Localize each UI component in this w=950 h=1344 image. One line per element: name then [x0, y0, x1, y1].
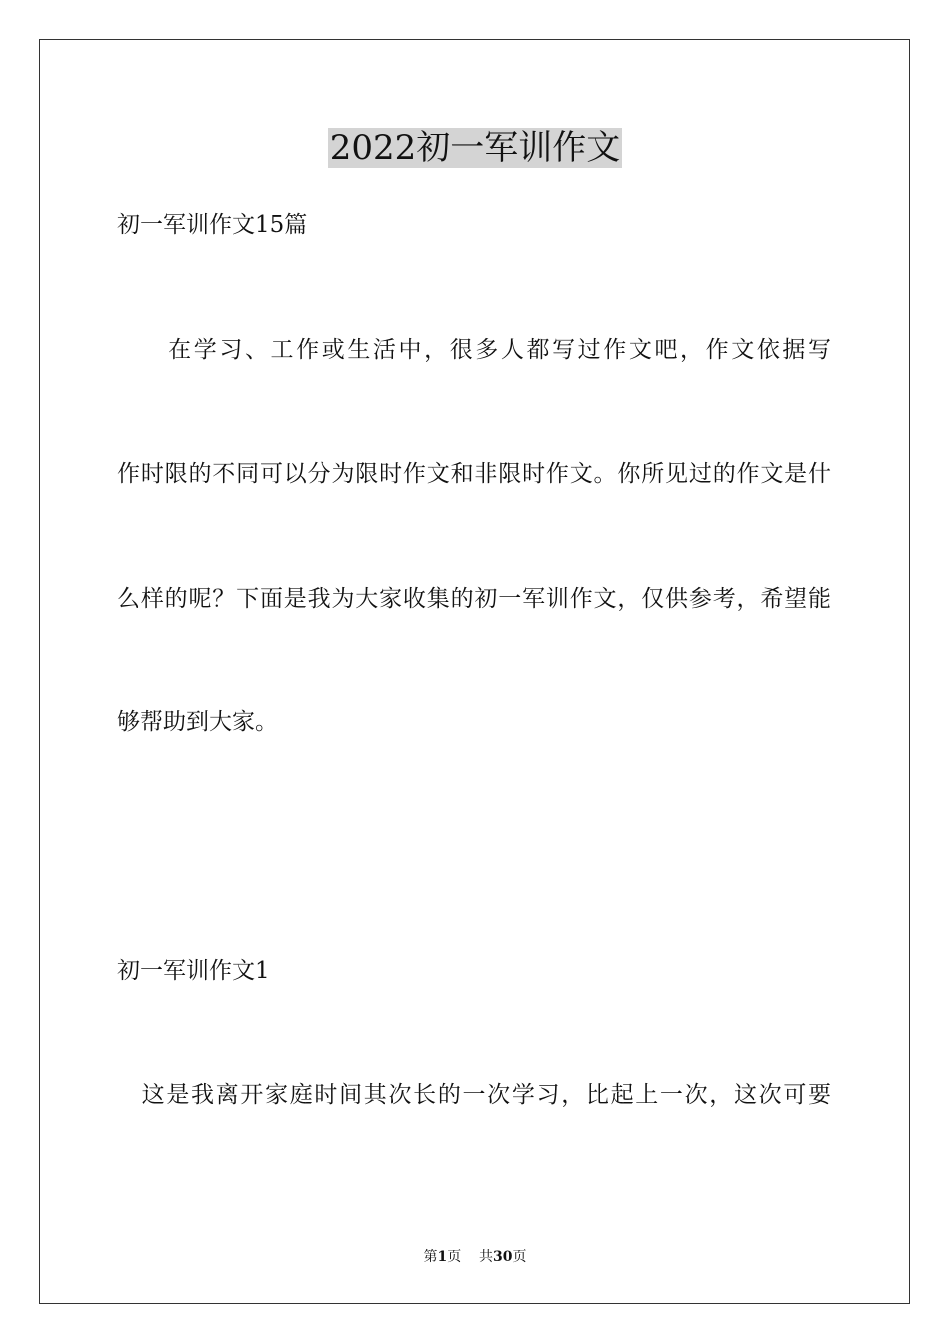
- intro-line-4: 够帮助到大家。: [117, 709, 278, 735]
- section-heading: 初一军训作文1: [117, 958, 270, 984]
- document-title-container: [0, 126, 950, 170]
- document-title: 2022初一军训作文: [329, 128, 621, 168]
- document-subtitle: 初一军训作文15篇: [117, 212, 308, 238]
- footer-page-number: 1: [437, 1249, 448, 1265]
- footer-page-suffix: 页: [447, 1249, 462, 1265]
- footer-page-prefix: 第: [423, 1249, 438, 1265]
- intro-line-1: 在学习、工作或生活中，很多人都写过作文吧，作文依据写: [117, 337, 831, 363]
- page-footer: [0, 1247, 950, 1267]
- intro-line-2: 作时限的不同可以分为限时作文和非限时作文。你所见过的作文是什: [117, 461, 831, 487]
- footer-total-suffix: 页: [512, 1249, 527, 1265]
- section-line-1: 这是我离开家庭时间其次长的一次学习，比起上一次，这次可要: [117, 1082, 831, 1108]
- footer-total-pages: 30: [493, 1249, 513, 1265]
- intro-line-3: 么样的呢？下面是我为大家收集的初一军训作文，仅供参考，希望能: [117, 586, 831, 612]
- footer-total-prefix: 共: [479, 1249, 494, 1265]
